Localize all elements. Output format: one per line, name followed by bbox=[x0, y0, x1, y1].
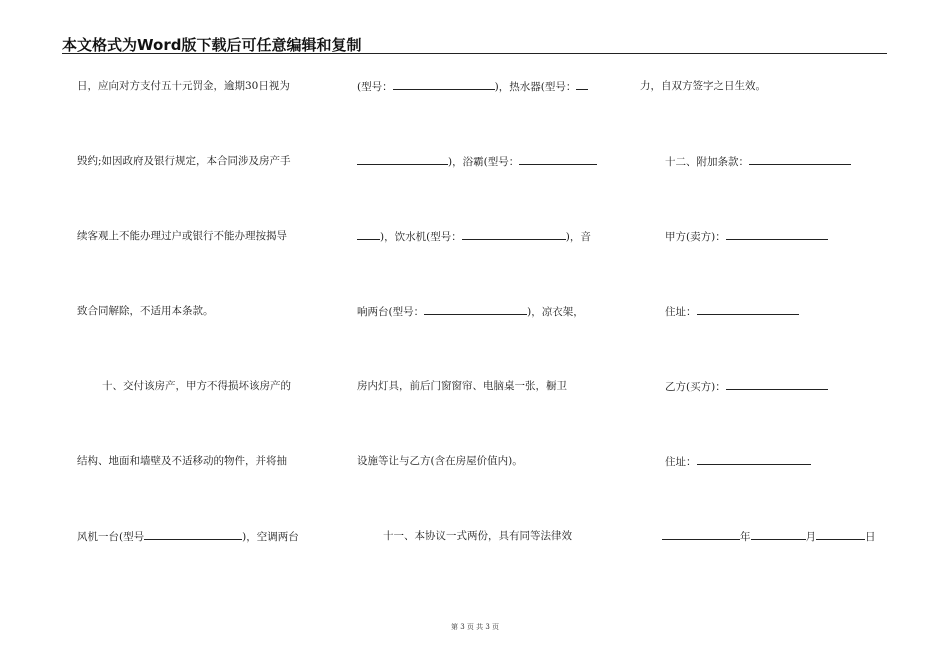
page-header-title: 本文格式为Word版下载后可任意编辑和复制 bbox=[62, 36, 362, 54]
fill-blank[interactable] bbox=[816, 529, 865, 540]
text-line bbox=[665, 379, 828, 394]
fill-blank[interactable] bbox=[749, 154, 851, 165]
text-fragment: ，浴霸(型号： bbox=[452, 156, 520, 168]
text-fragment: 甲方(卖方)： bbox=[665, 231, 726, 243]
text-line: 结构、地面和墙壁及不适移动的物件，并将抽 bbox=[77, 455, 287, 467]
text-line: 房内灯具，前后门窗窗帘、电脑桌一张，橱卫 bbox=[357, 380, 567, 392]
text-line: 日，应向对方支付五十元罚金，逾期30日视为 bbox=[77, 80, 290, 92]
text-line bbox=[662, 529, 876, 544]
text-line bbox=[665, 229, 828, 244]
text-fragment: 风机一台(型号 bbox=[77, 531, 145, 543]
text-fragment: 乙方(买方)： bbox=[665, 381, 726, 393]
header-divider bbox=[62, 53, 887, 54]
text-fragment: ，热水器(型号： bbox=[498, 81, 577, 93]
fill-blank[interactable] bbox=[726, 379, 828, 390]
text-fragment: 住址： bbox=[665, 306, 697, 318]
text-line: 致合同解除，不适用本条款。 bbox=[77, 305, 214, 317]
fill-blank[interactable] bbox=[697, 454, 811, 465]
fill-blank[interactable] bbox=[357, 154, 448, 165]
fill-blank[interactable] bbox=[393, 79, 495, 90]
text-line bbox=[665, 154, 851, 169]
text-line: 响两台(型号： )，凉衣架， bbox=[357, 306, 584, 318]
text-line bbox=[665, 454, 811, 469]
fill-blank[interactable] bbox=[144, 529, 242, 540]
text-line: (型号： )，热水器(型号： bbox=[357, 79, 588, 94]
text-line: 力，自双方签字之日生效。 bbox=[640, 80, 766, 92]
fill-blank[interactable] bbox=[357, 229, 380, 240]
text-line: 十一、本协议一式两份，具有同等法律效 bbox=[383, 530, 572, 542]
text-fragment: ，空调两台 bbox=[246, 531, 299, 543]
text-fragment: 年 bbox=[740, 531, 751, 543]
fill-blank[interactable] bbox=[462, 229, 566, 240]
fill-blank[interactable] bbox=[662, 529, 740, 540]
text-line: 十、交付该房产，甲方不得损坏该房产的 bbox=[102, 380, 291, 392]
fill-blank[interactable] bbox=[576, 79, 588, 90]
text-fragment: ，饮水机(型号： bbox=[384, 231, 462, 243]
text-fragment: 十二、附加条款： bbox=[665, 156, 749, 168]
text-fragment: 响两台(型号： bbox=[357, 306, 425, 318]
text-line: 毁约;如因政府及银行规定，本合同涉及房产手 bbox=[77, 155, 291, 167]
text-line: )，饮水机(型号： )，音 bbox=[357, 229, 591, 244]
fill-blank[interactable] bbox=[519, 154, 597, 165]
text-line bbox=[665, 304, 799, 319]
fill-blank[interactable] bbox=[424, 304, 527, 315]
fill-blank[interactable] bbox=[726, 229, 828, 240]
text-fragment: ，音 bbox=[569, 231, 591, 243]
text-fragment: 月 bbox=[805, 531, 816, 543]
text-fragment: 住址： bbox=[665, 456, 697, 468]
page-number: 第 3 页 共 3 页 bbox=[450, 623, 500, 631]
text-line: 续客观上不能办理过户或银行不能办理按揭导 bbox=[77, 230, 287, 242]
text-line: 风机一台(型号 )，空调两台 bbox=[77, 531, 299, 543]
fill-blank[interactable] bbox=[697, 304, 799, 315]
fill-blank[interactable] bbox=[751, 529, 806, 540]
text-fragment: (型号： bbox=[357, 81, 393, 93]
text-fragment: 日 bbox=[865, 531, 876, 543]
text-fragment: ，凉衣架， bbox=[531, 306, 584, 318]
text-line: )，浴霸(型号： bbox=[357, 154, 597, 169]
text-line: 设施等让与乙方(含在房屋价值内)。 bbox=[357, 455, 523, 467]
